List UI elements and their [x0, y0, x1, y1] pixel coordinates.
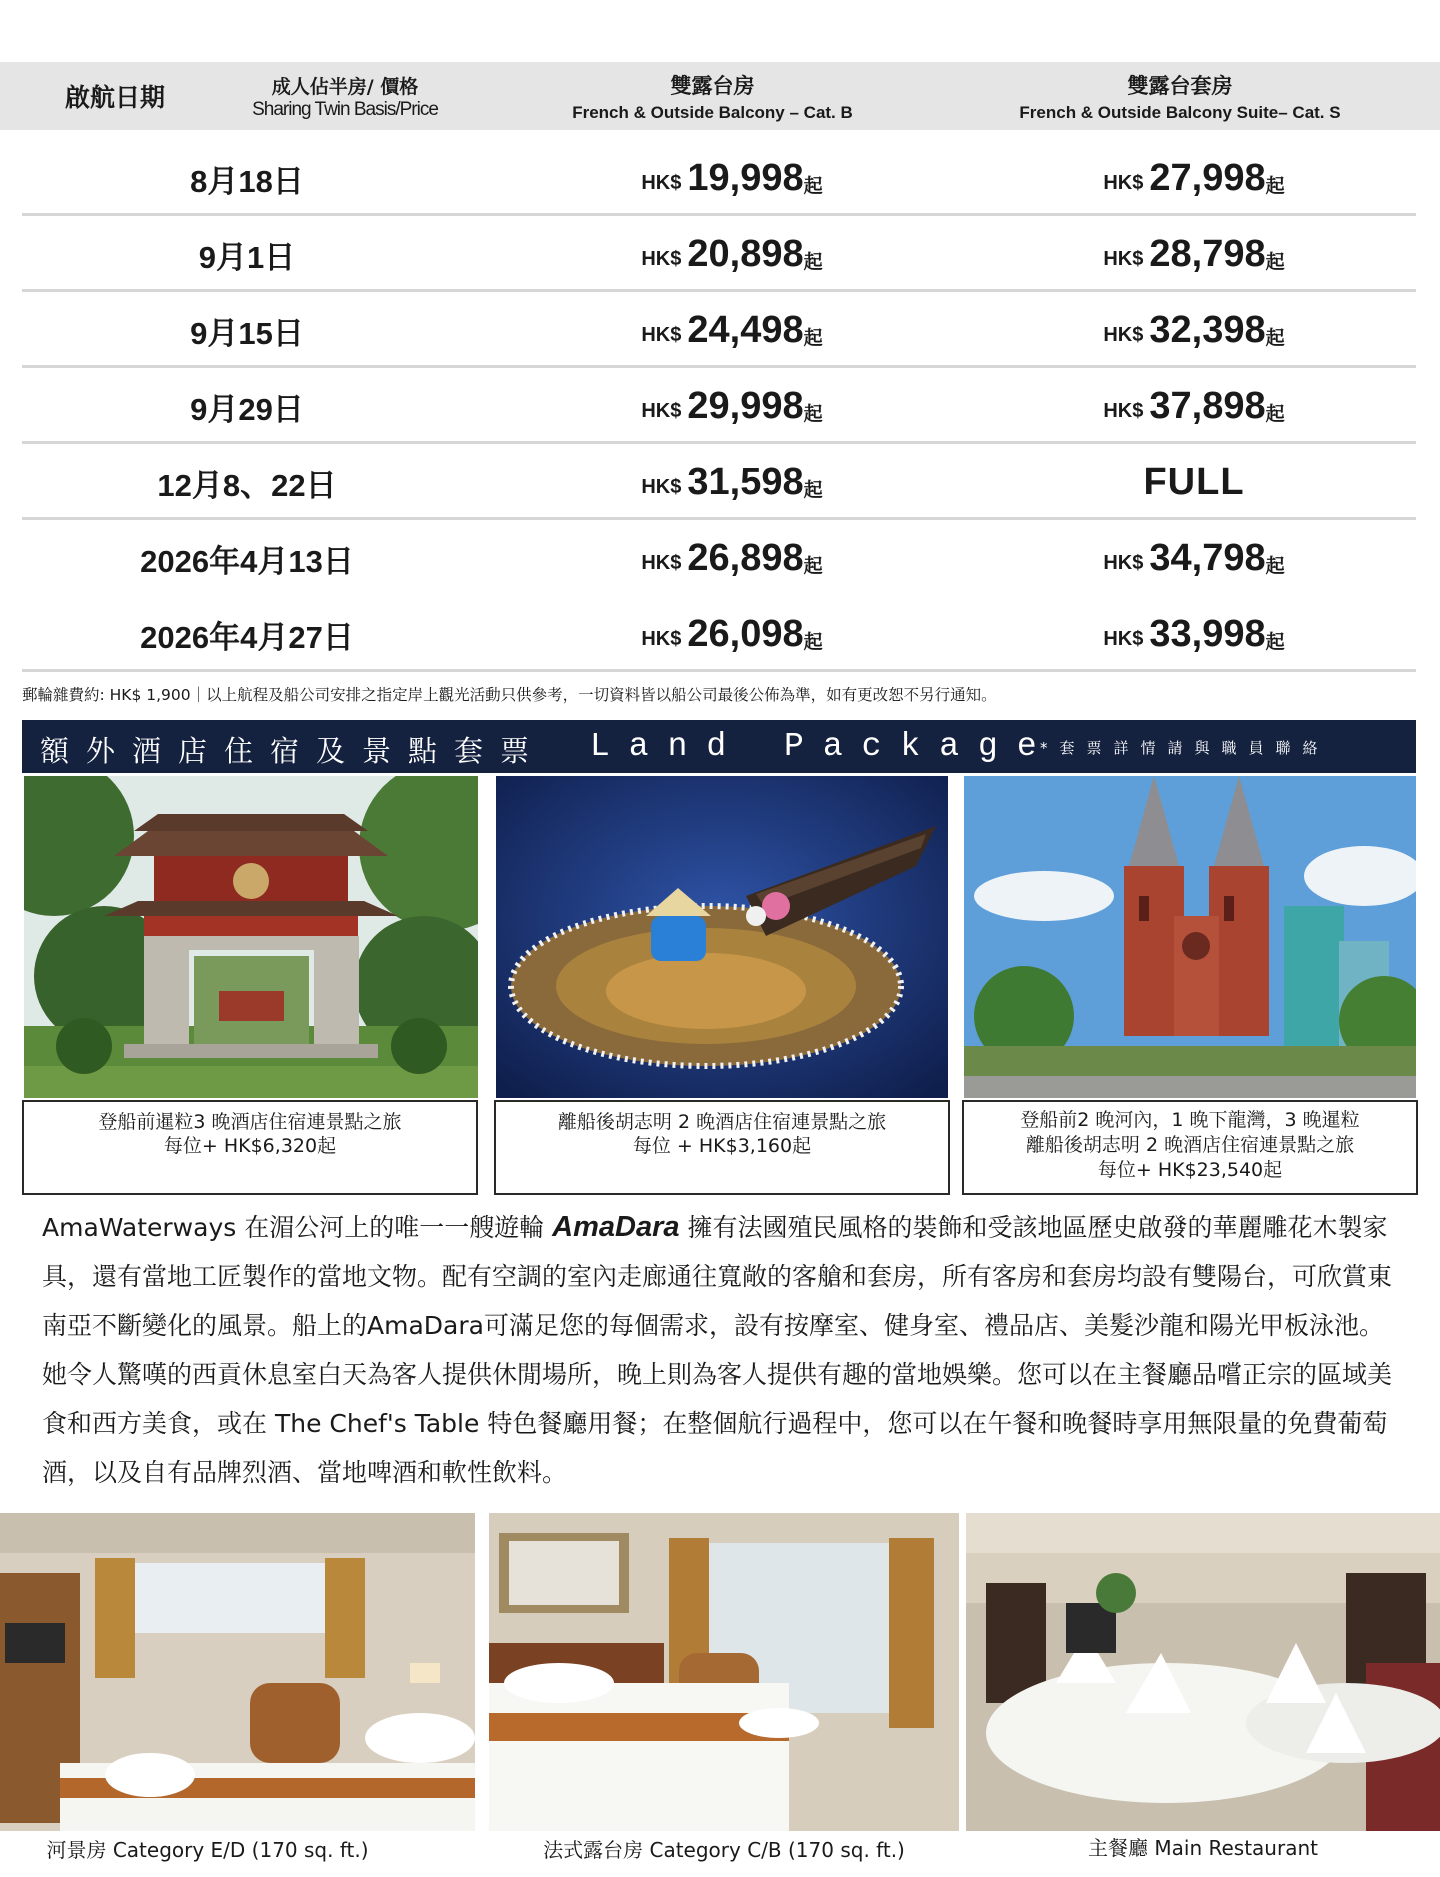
river-view-stateroom-photo: [0, 1513, 475, 1831]
from-suffix: 起: [1265, 251, 1285, 273]
currency: HK$: [641, 627, 682, 650]
header-pricing-basis: [225, 62, 465, 130]
currency: HK$: [641, 323, 682, 346]
currency: HK$: [1103, 323, 1144, 346]
package-description: 登船前2 晚河內，1 晚下龍灣，3 晚暹粒: [1020, 1109, 1360, 1131]
ship-name: AmaDara: [552, 1211, 680, 1243]
table-row: [22, 596, 1416, 672]
currency: HK$: [1103, 627, 1144, 650]
header-basis-en: Sharing Twin Basis/Price: [252, 98, 438, 120]
room-caption: 法式露台房 Category C/B (170 sq. ft.): [543, 1838, 905, 1862]
currency: HK$: [641, 171, 682, 194]
land-package-card: [22, 1100, 478, 1195]
price-amount: 32,398: [1149, 308, 1266, 351]
land-package-card: [494, 1100, 950, 1195]
from-suffix: 起: [803, 479, 823, 501]
price-amount: 24,498: [687, 308, 804, 351]
price-cat-s: [972, 368, 1416, 444]
from-suffix: 起: [1265, 327, 1285, 349]
package-price: 每位+ HK$6,320起: [163, 1135, 337, 1157]
package-description-2: 離船後胡志明 2 晚酒店住宿連景點之旅: [1025, 1134, 1355, 1156]
departure-date: 12月8、22日: [157, 467, 337, 503]
description-body: 擁有法國殖民風格的裝飾和受該地區歷史啟發的華麗雕花木製家具，還有當地工匠製作的當地文物。配有空調的室內走廊通往寬敞的客艙和套房，所有客房和套房均設有雙陽台，可欣賞東南亞不斷變化的風景。船上的AmaDara可滿足您的每個需求，設有按摩室、健身室、禮品店、美髮沙龍和陽光甲板泳池。她令人驚嘆的西貢休息室白天為客人提供休閒場所，晚上則為客人提供有趣的當地娛樂。您可以在主餐廳品嚐正宗的區域美食和西方美食，或在 The Chef's Table 特色餐廳用餐；在整個航行過程中，您可以在午餐和晚餐時享用無限量的免費葡萄酒，以及自有品牌烈酒、當地啤酒和軟性飲料。: [42, 1213, 1393, 1487]
currency: HK$: [641, 399, 682, 422]
price-amount: 26,098: [687, 612, 804, 655]
price-cat-s: [972, 520, 1416, 596]
departure-date: 2026年4月13日: [140, 543, 354, 579]
ship-description: [42, 1203, 1402, 1497]
package-description: 離船後胡志明 2 晚酒店住宿連景點之旅: [557, 1111, 887, 1133]
departure-date: 9月29日: [190, 391, 304, 427]
currency: HK$: [641, 551, 682, 574]
table-footnote: 郵輪雜費約: HK$ 1,900｜以上航程及船公司安排之指定岸上觀光活動只供參考，一切資料皆以船公司最後公佈為準，如有更改恕不另行通知。: [22, 686, 997, 704]
land-package-card: [962, 1100, 1418, 1195]
currency: HK$: [1103, 551, 1144, 574]
header-cat-s-en: French & Outside Balcony Suite– Cat. S: [1019, 102, 1341, 122]
price-table-header: [0, 62, 1440, 130]
price-amount: 31,598: [687, 460, 804, 503]
price-amount: 29,998: [687, 384, 804, 427]
departure-date: 8月18日: [190, 163, 304, 199]
land-package-note: *套票詳情請與職員聯絡: [1040, 739, 1330, 757]
price-cat-s: [972, 596, 1416, 672]
from-suffix: 起: [803, 175, 823, 197]
room-caption: 主餐廳 Main Restaurant: [1088, 1836, 1318, 1860]
from-suffix: 起: [803, 251, 823, 273]
price-amount: 20,898: [687, 232, 804, 275]
sold-out-label: FULL: [1143, 460, 1245, 503]
price-cat-s: [972, 444, 1416, 520]
from-suffix: 起: [803, 327, 823, 349]
description-intro: AmaWaterways 在湄公河上的唯一一艘遊輪: [42, 1213, 553, 1242]
water-lily-photo: [496, 776, 948, 1098]
price-cat-s: [972, 216, 1416, 292]
header-cat-b: [520, 62, 905, 130]
price-amount: 28,798: [1149, 232, 1266, 275]
table-row: [22, 444, 1416, 520]
price-amount: 37,898: [1149, 384, 1266, 427]
from-suffix: 起: [1265, 555, 1285, 577]
price-cat-s: [972, 292, 1416, 368]
from-suffix: 起: [803, 631, 823, 653]
table-row: [22, 216, 1416, 292]
table-row: [22, 520, 1416, 596]
temple-photo: [24, 776, 478, 1098]
land-package-title-en: Land Package: [590, 728, 1056, 765]
price-cat-b: [492, 444, 972, 520]
price-amount: 33,998: [1149, 612, 1266, 655]
french-balcony-stateroom-photo: [489, 1513, 959, 1831]
from-suffix: 起: [803, 555, 823, 577]
price-cat-b: [492, 596, 972, 672]
price-cat-b: [492, 520, 972, 596]
price-amount: 26,898: [687, 536, 804, 579]
currency: HK$: [1103, 399, 1144, 422]
price-cat-b: [492, 216, 972, 292]
table-row: [22, 140, 1416, 216]
package-price: 每位+ HK$23,540起: [1097, 1159, 1283, 1181]
price-cat-b: [492, 368, 972, 444]
land-package-banner: [22, 720, 1416, 773]
price-cat-b: [492, 292, 972, 368]
price-amount: 34,798: [1149, 536, 1266, 579]
currency: HK$: [1103, 247, 1144, 270]
price-cat-s: [972, 140, 1416, 216]
header-basis-zh: 成人佔半房/ 價格: [271, 75, 419, 98]
currency: HK$: [641, 475, 682, 498]
header-cat-s: [960, 62, 1400, 130]
from-suffix: 起: [1265, 403, 1285, 425]
header-cat-b-en: French & Outside Balcony – Cat. B: [572, 102, 853, 122]
table-row: [22, 368, 1416, 444]
from-suffix: 起: [1265, 631, 1285, 653]
departure-date: 9月15日: [190, 315, 304, 351]
cathedral-photo: [964, 776, 1416, 1098]
currency: HK$: [1103, 171, 1144, 194]
room-caption: 河景房 Category E/D (170 sq. ft.): [46, 1838, 369, 1862]
land-package-title-zh: 額外酒店住宿及景點套票: [40, 734, 547, 768]
departure-date: 2026年4月27日: [140, 619, 354, 655]
price-amount: 27,998: [1149, 156, 1266, 199]
price-amount: 19,998: [687, 156, 804, 199]
currency: HK$: [641, 247, 682, 270]
header-cat-b-zh: 雙露台房: [670, 73, 755, 98]
header-departure-date: 啟航日期: [64, 83, 165, 112]
main-restaurant-photo: [966, 1513, 1440, 1831]
package-price: 每位 + HK$3,160起: [632, 1135, 812, 1157]
from-suffix: 起: [1265, 175, 1285, 197]
from-suffix: 起: [803, 403, 823, 425]
price-cat-b: [492, 140, 972, 216]
header-cat-s-zh: 雙露台套房: [1127, 73, 1233, 98]
package-description: 登船前暹粒3 晚酒店住宿連景點之旅: [98, 1111, 402, 1133]
table-row: [22, 292, 1416, 368]
departure-date: 9月1日: [198, 239, 296, 275]
